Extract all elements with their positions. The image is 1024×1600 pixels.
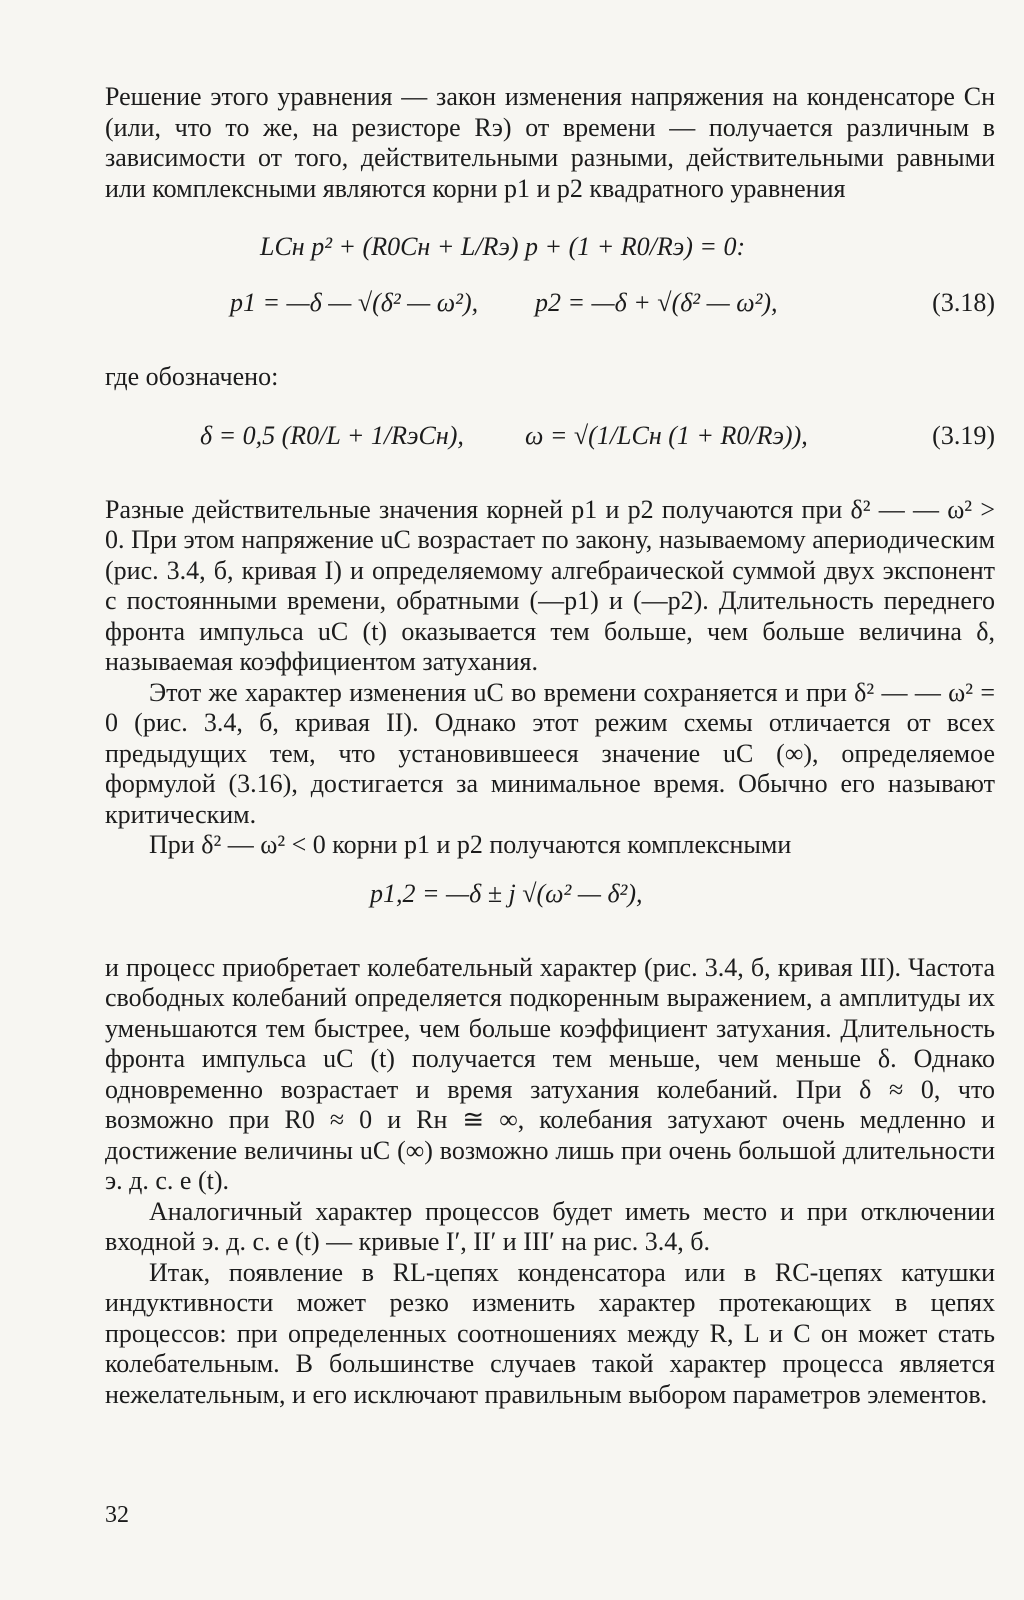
paragraph-aperiodic: Разные действительные значения корней p1 и p2 получаются при δ² — — ω² > 0. При этом напряжение uC возрастает по закону, называемому апериодическим (рис. 3.4, б, кривая I) и определяемому алгебраической суммой двух экспонент с постоянными времени, обратными (—p1) и (—p2). Длительность переднего фронта импульса uC (t) оказывается тем больше, чем больше величина δ, называемая коэффициентом затухания. [105, 494, 995, 676]
equation-delta: δ = 0,5 (R0/L + 1/RэCн), [200, 420, 464, 450]
paragraph-critical: Этот же характер изменения uC во времени сохраняется и при δ² — — ω² = 0 (рис. 3.4, б, кривая II). Однако этот режим схемы отличается от всех предыдущих тем, что установившееся значение uC (∞), определяемое формулой (3.16), достигается за минимальное время. Обычно его называют критическим. [105, 677, 995, 829]
equation-complex-text: p1,2 = —δ ± j √(ω² — δ²), [370, 878, 643, 908]
paragraph-where: где обозначено: [105, 362, 279, 391]
paragraph-intro: Решение этого уравнения — закон изменения напряжения на конденсаторе Cн (или, что то же, на резисторе Rэ) от времени — получается различным в зависимости от того, действительными разными, действительными равными или комплексными являются корни p1 и p2 квадратного уравнения [105, 82, 995, 203]
equation-complex [105, 879, 995, 935]
equation-3-19 [105, 421, 995, 477]
equation-number-3-19: (3.19) [932, 420, 995, 450]
equation-p1: p1 = —δ — √(δ² — ω²), [230, 288, 479, 317]
paragraph-switch-off: Аналогичный характер процессов будет иметь место и при отключении входной э. д. с. e (t) — кривые I′, II′ и III′ на рис. 3.4, б. [105, 1196, 995, 1256]
paragraph-oscillatory: и процесс приобретает колебательный характер (рис. 3.4, б, кривая III). Частота свободных колебаний определяется подкоренным выражением, а амплитуды их уменьшаются тем быстрее, чем больше коэффициент затухания. Длительность фронта импульса uC (t) получается тем меньше, чем меньше δ. Однако одновременно возрастает и время затухания колебаний. При δ ≈ 0, что возможно при R0 ≈ 0 и Rн ≅ ∞, колебания затухают очень медленно и достижение величины uC (∞) возможно лишь при очень большой длительности э. д. с. e (t). [105, 952, 995, 1195]
equation-quadratic-text: LCн p² + (R0Cн + L/Rэ) p + (1 + R0/Rэ) = 0: [260, 232, 746, 261]
equation-quadratic [105, 232, 995, 288]
equation-p2: p2 = —δ + √(δ² — ω²), [535, 288, 778, 317]
equation-3-18 [105, 288, 995, 344]
paragraph-conclusion: Итак, появление в RL-цепях конденсатора или в RC-цепях катушки индуктивности может резко изменить характер протекающих в цепях процессов: при определенных соотношениях между R, L и C он может стать колебательным. В большинстве случаев такой характер процесса является нежелательным, и его исключают правильным выбором параметров элементов. [105, 1257, 995, 1409]
equation-number-3-18: (3.18) [932, 288, 995, 317]
paragraph-complex-roots: При δ² — ω² < 0 корни p1 и p2 получаются комплексными [149, 830, 792, 859]
equation-omega: ω = √(1/LCн (1 + R0/Rэ)), [525, 420, 808, 450]
page-number: 32 [105, 1502, 129, 1528]
page-body [105, 82, 995, 1410]
